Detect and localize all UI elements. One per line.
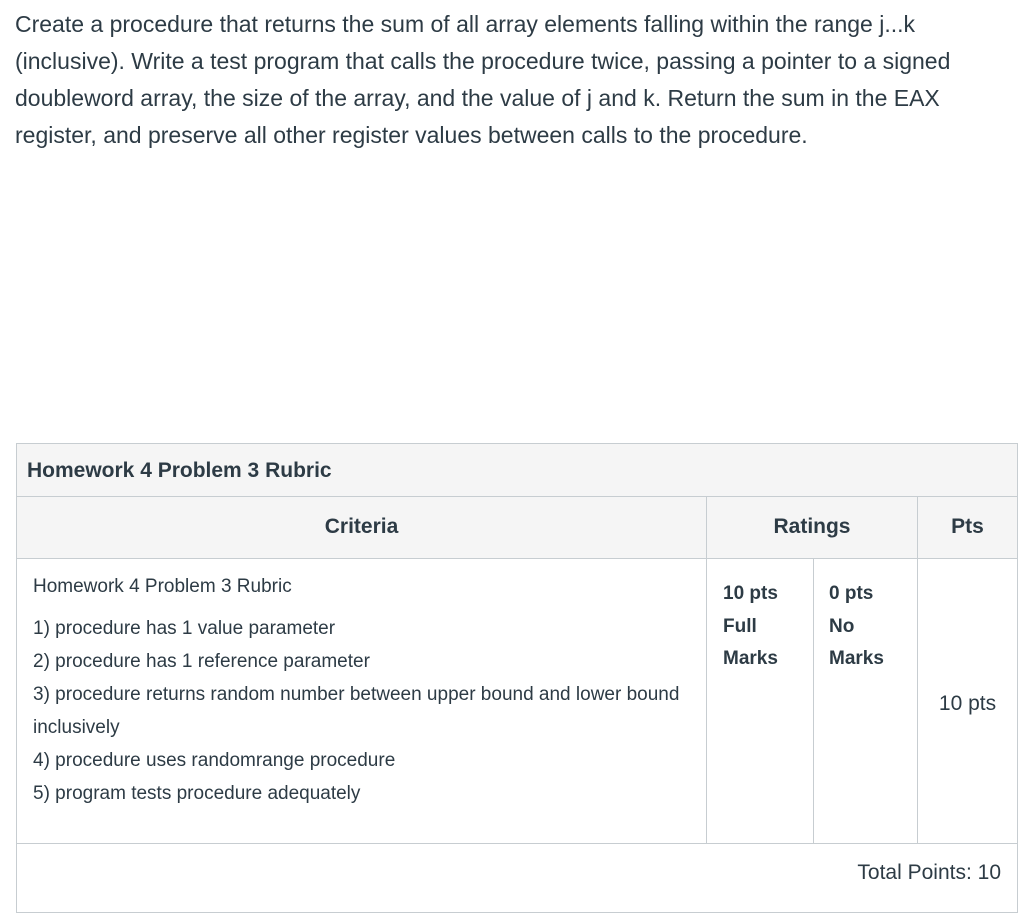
criterion-line: 2) procedure has 1 reference parameter	[33, 651, 370, 672]
total-points-row	[17, 844, 1017, 914]
rating-points: 0 pts	[829, 583, 874, 604]
rating-no-marks	[814, 559, 918, 843]
pts-column-header: Pts	[951, 515, 984, 538]
total-points: Total Points: 10	[857, 861, 1001, 884]
criterion-line: 5) program tests procedure adequately	[33, 783, 361, 804]
rubric-table	[16, 443, 1018, 913]
rating-full-marks	[707, 559, 814, 843]
criterion-row	[17, 559, 1017, 844]
rubric-title: Homework 4 Problem 3 Rubric	[17, 444, 1017, 497]
criteria-column-header: Criteria	[17, 497, 707, 558]
assignment-prompt: Create a procedure that returns the sum of all array elements falling within the range j...k (inclusive). Write a test program that calls the procedure twice, passing a pointer to a signed doubleword array, the size of the array, and the value of j and k. Return the sum in the EAX register, and preserve all other register values between calls to the procedure.	[15, 11, 951, 148]
rating-description: No Marks	[829, 616, 884, 669]
criterion-line: 3) procedure returns random number between upper bound and lower bound inclusively	[33, 684, 680, 738]
criterion-line: 1) procedure has 1 value parameter	[33, 618, 336, 639]
criterion-points: 10 pts	[938, 692, 997, 715]
criterion-description	[17, 559, 707, 843]
criterion-details	[33, 612, 690, 810]
criterion-title: Homework 4 Problem 3 Rubric	[33, 576, 292, 597]
rubric-header-row	[17, 497, 1017, 559]
rating-points: 10 pts	[723, 583, 778, 604]
ratings-column-header: Ratings	[707, 497, 918, 558]
rating-description: Full Marks	[723, 616, 778, 669]
criterion-line: 4) procedure uses randomrange procedure	[33, 750, 396, 771]
